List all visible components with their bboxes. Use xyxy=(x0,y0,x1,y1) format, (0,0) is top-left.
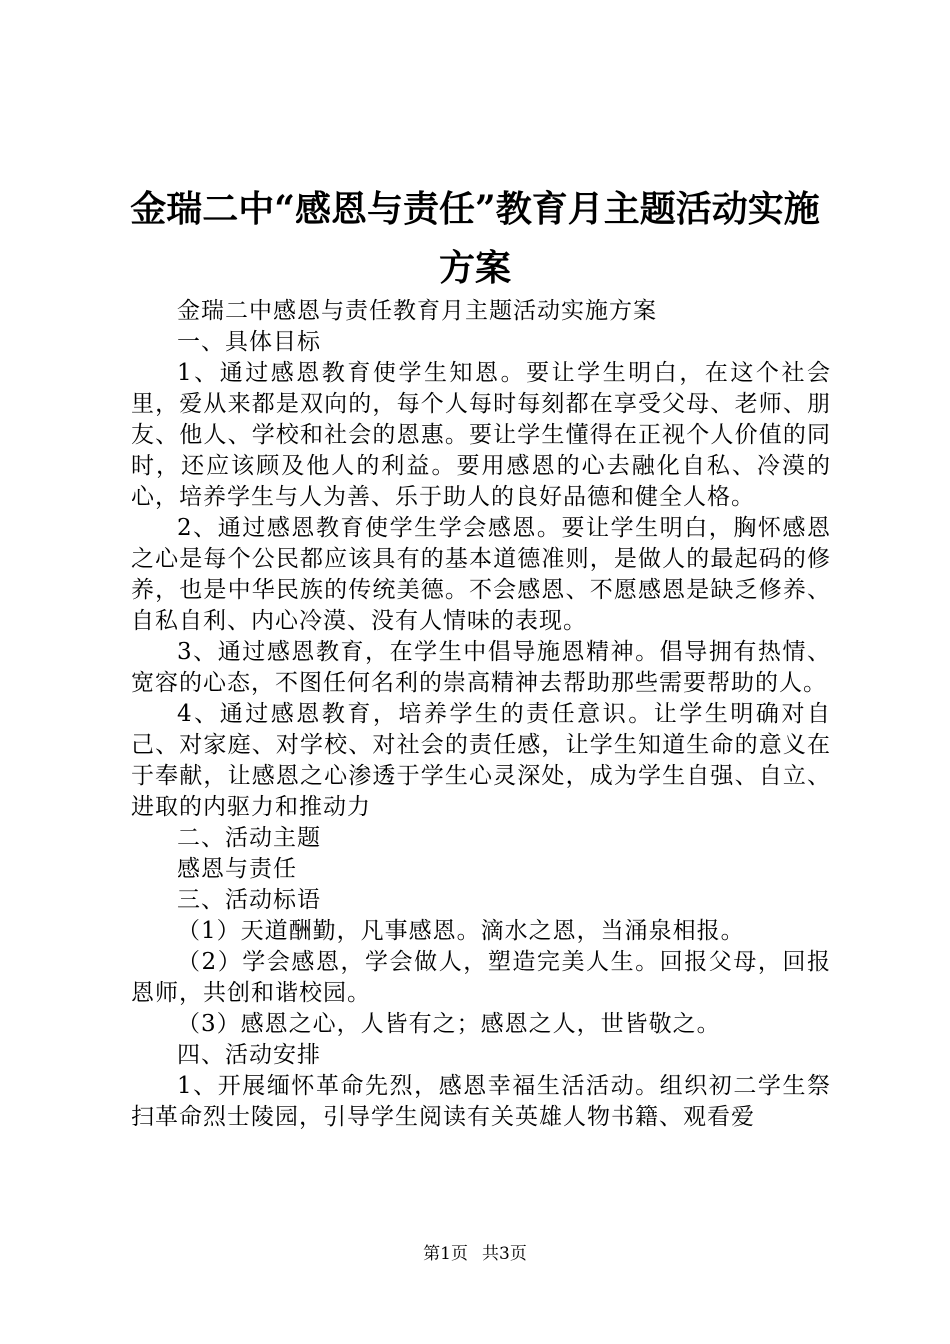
document-body xyxy=(131,296,831,1133)
slogan-item: （3）感恩之心，人皆有之；感恩之人，世皆敬之。 xyxy=(177,1011,721,1037)
body-paragraph: 1、开展缅怀革命先烈，感恩幸福生活活动。组织初二学生祭扫革命烈士陵园，引导学生阅读有关英雄人物书籍、观看爱 xyxy=(131,1073,831,1130)
slogan-item: （2）学会感恩，学会做人，塑造完美人生。回报父母，回报恩师，共创和谐校园。 xyxy=(131,949,831,1006)
body-paragraph: 1、通过感恩教育使学生知恩。要让学生明白，在这个社会里，爱从来都是双向的，每个人每时每刻都在享受父母、老师、朋友、他人、学校和社会的恩惠。要让学生懂得在正视个人价值的同时，还应该顾及他人的利益。要用感恩的心去融化自私、冷漠的心，培养学生与人为善、乐于助人的良好品德和健全人格。 xyxy=(131,360,831,510)
section-heading: 二、活动主题 xyxy=(177,825,321,851)
document-title-line-2: 方案 xyxy=(438,247,511,289)
subtitle-paragraph: 金瑞二中感恩与责任教育月主题活动实施方案 xyxy=(177,298,657,324)
document-title-line-1: 金瑞二中“感恩与责任”教育月主题活动实施 xyxy=(130,188,820,230)
body-paragraph: 感恩与责任 xyxy=(177,856,297,882)
slogan-item: （1）天道酬勤，凡事感恩。滴水之恩，当涌泉相报。 xyxy=(177,918,745,944)
page-total: 共3页 xyxy=(482,1244,527,1264)
body-paragraph: 3、通过感恩教育，在学生中倡导施恩精神。倡导拥有热情、宽容的心态，不图任何名利的崇高精神去帮助那些需要帮助的人。 xyxy=(131,639,831,696)
section-heading: 一、具体目标 xyxy=(177,329,321,355)
page-footer xyxy=(0,1244,950,1264)
body-paragraph: 2、通过感恩教育使学生学会感恩。要让学生明白，胸怀感恩之心是每个公民都应该具有的基本道德准则，是做人的最起码的修养，也是中华民族的传统美德。不会感恩、不愿感恩是缺乏修养、自私自利、内心冷漠、没有人情味的表现。 xyxy=(131,515,831,634)
section-heading: 三、活动标语 xyxy=(177,887,321,913)
section-heading: 四、活动安排 xyxy=(177,1042,321,1068)
body-paragraph: 4、通过感恩教育，培养学生的责任意识。让学生明确对自己、对家庭、对学校、对社会的责任感，让学生知道生命的意义在于奉献，让感恩之心渗透于学生心灵深处，成为学生自强、自立、进取的内驱力和推动力 xyxy=(131,701,831,820)
page-number: 第1页 xyxy=(423,1244,468,1264)
